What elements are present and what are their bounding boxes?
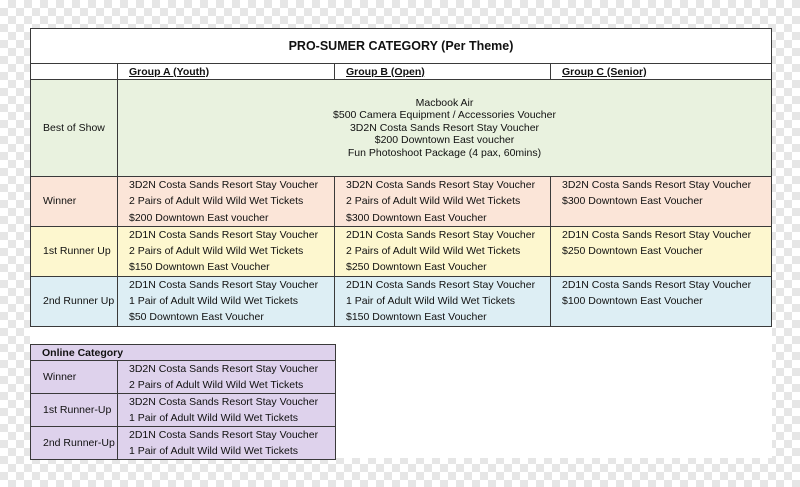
best-of-show-prize: Fun Photoshoot Package (4 pax, 60mins)	[347, 146, 542, 159]
second-runner-up-row	[31, 276, 772, 326]
corner-cell	[31, 64, 118, 80]
second-runner-up-label: 2nd Runner Up	[31, 276, 118, 326]
prize-line: 1 Pair of Adult Wild Wild Wet Tickets	[129, 295, 299, 308]
online-winner-label: Winner	[31, 361, 118, 394]
prize-line: $250 Downtown East Voucher	[346, 261, 487, 274]
prize-line: 2D1N Costa Sands Resort Stay Voucher	[129, 429, 319, 441]
winner-row	[31, 177, 772, 227]
winner-group-b-prizes	[335, 177, 551, 227]
prize-line: 2D1N Costa Sands Resort Stay Voucher	[346, 228, 536, 241]
prize-line: $250 Downtown East Voucher	[562, 245, 703, 258]
prize-line: 2 Pairs of Adult Wild Wild Wet Tickets	[346, 245, 521, 258]
online-winner-row	[31, 361, 336, 394]
prize-line: 3D2N Costa Sands Resort Stay Voucher	[129, 179, 319, 191]
winner-group-a-prizes	[118, 177, 335, 227]
best-of-show-prize: $200 Downtown East voucher	[374, 134, 515, 147]
prize-line: $100 Downtown East Voucher	[562, 295, 703, 308]
prize-line: 2D1N Costa Sands Resort Stay Voucher	[346, 278, 536, 291]
group-b-header: Group B (Open)	[335, 64, 551, 80]
prize-sheet	[30, 28, 772, 458]
prize-line: 2 Pairs of Adult Wild Wild Wet Tickets	[129, 379, 304, 391]
best-of-show-prize: Macbook Air	[415, 96, 474, 109]
table-title: PRO-SUMER CATEGORY (Per Theme)	[31, 29, 772, 64]
prize-line: 1 Pair of Adult Wild Wild Wet Tickets	[129, 445, 299, 457]
winner-group-c-prizes	[551, 177, 772, 227]
online-second-runner-up-row	[31, 427, 336, 460]
prize-line: 2 Pairs of Adult Wild Wild Wet Tickets	[129, 195, 304, 208]
best-of-show-prizes	[118, 80, 772, 177]
prize-line: $150 Downtown East Voucher	[129, 261, 270, 274]
prize-line: 2D1N Costa Sands Resort Stay Voucher	[129, 228, 319, 241]
best-of-show-row	[31, 80, 772, 177]
group-a-header: Group A (Youth)	[118, 64, 335, 80]
prize-line: 2D1N Costa Sands Resort Stay Voucher	[562, 278, 752, 291]
prize-line: 1 Pair of Adult Wild Wild Wet Tickets	[129, 412, 299, 424]
second-runner-up-group-c-prizes	[551, 276, 772, 326]
pro-sumer-table	[30, 28, 772, 327]
best-of-show-prize: $500 Camera Equipment / Accessories Voucher	[333, 109, 556, 122]
group-c-header: Group C (Senior)	[551, 64, 772, 80]
prize-line: $200 Downtown East voucher	[129, 211, 269, 224]
prize-line: 2D1N Costa Sands Resort Stay Voucher	[562, 228, 752, 241]
prize-line: 3D2N Costa Sands Resort Stay Voucher	[129, 363, 319, 375]
online-second-runner-up-prizes	[118, 427, 336, 460]
best-of-show-prize: 3D2N Costa Sands Resort Stay Voucher	[349, 121, 540, 134]
prize-line: 3D2N Costa Sands Resort Stay Voucher	[129, 396, 319, 408]
prize-line: $150 Downtown East Voucher	[346, 311, 487, 324]
online-first-runner-up-label: 1st Runner-Up	[31, 394, 118, 427]
online-category-title: Online Category	[31, 345, 336, 361]
second-runner-up-group-b-prizes	[335, 276, 551, 326]
best-of-show-label: Best of Show	[31, 80, 118, 177]
online-first-runner-up-row	[31, 394, 336, 427]
prize-line: $300 Downtown East Voucher	[346, 211, 487, 224]
online-category-table	[30, 344, 336, 460]
first-runner-up-group-b-prizes	[335, 226, 551, 276]
prize-line: 3D2N Costa Sands Resort Stay Voucher	[562, 179, 752, 191]
prize-line: 3D2N Costa Sands Resort Stay Voucher	[346, 179, 536, 191]
prize-line: $50 Downtown East Voucher	[129, 311, 264, 324]
first-runner-up-label: 1st Runner Up	[31, 226, 118, 276]
first-runner-up-row	[31, 226, 772, 276]
prize-line: 2 Pairs of Adult Wild Wild Wet Tickets	[346, 195, 521, 208]
prize-line: 2D1N Costa Sands Resort Stay Voucher	[129, 278, 319, 291]
online-winner-prizes	[118, 361, 336, 394]
first-runner-up-group-c-prizes	[551, 226, 772, 276]
prize-line: 1 Pair of Adult Wild Wild Wet Tickets	[346, 295, 516, 308]
first-runner-up-group-a-prizes	[118, 226, 335, 276]
prize-line: $300 Downtown East Voucher	[562, 195, 703, 208]
online-first-runner-up-prizes	[118, 394, 336, 427]
second-runner-up-group-a-prizes	[118, 276, 335, 326]
winner-label: Winner	[31, 177, 118, 227]
online-second-runner-up-label: 2nd Runner-Up	[31, 427, 118, 460]
prize-line: 2 Pairs of Adult Wild Wild Wet Tickets	[129, 245, 304, 258]
